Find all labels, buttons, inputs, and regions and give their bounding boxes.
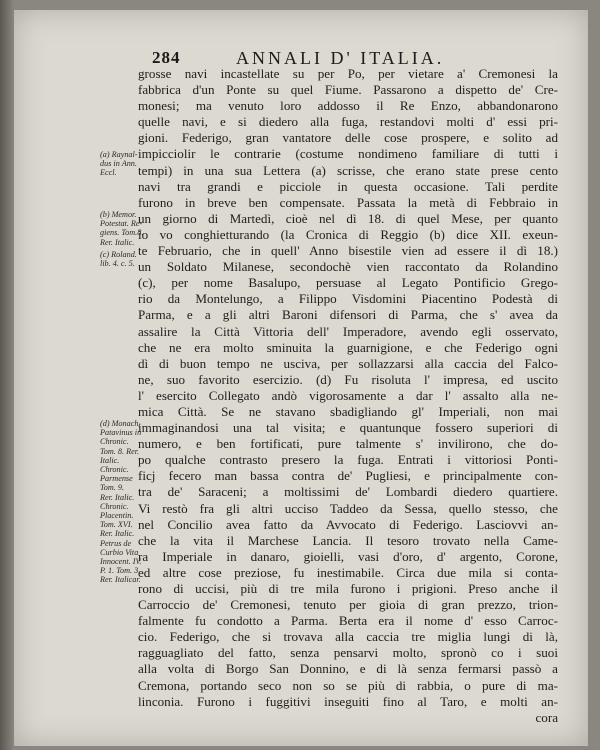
text-line: monesi; ma venuto loro addosso il Re Enzo, abbandonarono <box>138 98 558 114</box>
margin-note-line: Petrus de <box>100 538 132 548</box>
text-line: Carroccio de' Cremonesi, tenuto per gioia di gran prezzo, trion- <box>138 597 558 613</box>
margin-note-line: giens. Tom.8. <box>100 228 144 238</box>
text-line: dì di buon tempo ne usciva, per sollazzarsi alla caccia del Falco- <box>138 355 558 371</box>
margin-note-line: dus in Ann. <box>100 159 137 169</box>
text-line: linconia. Furono i fuggitivi inseguiti fino al Taro, e molti an- <box>138 693 558 709</box>
text-line: nel Concilio avea fatto da Avvocato di Federigo. Lasciovvi an- <box>138 516 558 532</box>
text-line: assalire la Città Vittoria dell' Imperadore, avendo egli osservato, <box>138 323 558 339</box>
text-line: cora <box>535 709 558 725</box>
text-line: tempi) in una sua Lettera (a) scrisse, che erano state prese cento <box>138 162 558 178</box>
margin-note-line: Innocent. IV. <box>100 557 142 567</box>
running-title: ANNALI D' ITALIA. <box>236 48 445 68</box>
margin-note-line: Rer. Italic. <box>100 492 135 502</box>
text-line: rono di uccisi, più di tre mila furono i prigioni. Preso anche il <box>138 581 558 596</box>
text-line: ragguagliato del fatto, senza pensarvi molto, spronò co i suoi <box>138 645 558 661</box>
margin-note-line: (c) Roland. <box>100 250 137 259</box>
margin-note-line: Rer. Italic. <box>100 237 135 247</box>
page-number: 284 <box>152 48 181 67</box>
margin-note-line: (d) Monach. <box>100 419 141 428</box>
text-line: cio. Federigo, che si trovava alla caccia tre miglia lungi di là, <box>138 629 558 645</box>
margin-note-a <box>100 150 158 178</box>
text-line: quelle navi, e si diedero alla fuga, restandovi molti d' essi pri- <box>138 114 558 130</box>
margin-note-line: Chronic. <box>100 437 129 447</box>
text-line: un Soldato Milanese, secondochè vien raccontato da Rolandino <box>138 259 558 275</box>
margin-note-line: Tom. 8. Rer. <box>100 446 140 456</box>
text-line: falmente fu condotto a Parma. Berta era il nome d' esso Carroc- <box>138 613 558 629</box>
text-line: immaginandosi una tal visita; e quantunque fossero superiori di <box>138 420 558 436</box>
text-line: rio da Montelungo, a Filippo Visdomini Piacentino Podestà di <box>138 291 558 307</box>
margin-note-line: Eccl. <box>100 168 117 178</box>
margin-note-line: Curbio Vita <box>100 547 139 557</box>
text-line: ra Imperiale in danaro, gioielli, vasi d'oro, d' argento, Corone, <box>138 548 558 564</box>
text-line: numero, e ben fortificati, pure talmente s' invilirono, che do- <box>138 436 558 452</box>
margin-note-line: Placentin. <box>100 511 134 521</box>
text-line: Cremona, portando seco non so se più di rabbia, o pure di ma- <box>138 677 558 693</box>
book-gutter-shadow <box>0 0 14 750</box>
text-line: l' esercito Collegato andò vigorosamente a dar l' assalto alla ne- <box>138 387 558 403</box>
text-line: te Februario, che in quell' Anno bisestile vien ad essere il dì 18.) <box>138 243 558 259</box>
margin-note-line: (b) Memor. <box>100 210 137 219</box>
margin-note-line: Tom. 9. <box>100 483 125 493</box>
margin-note-line: Parmense <box>100 474 133 484</box>
text-line: fabbrica d'un Ponte su quel Fiume. Passarono a dispetto de' Cre- <box>138 82 558 98</box>
margin-note-d <box>100 419 158 585</box>
text-line: furono in breve ben compensate. Passata la metà di Febbraio in <box>138 194 558 210</box>
text-line: io vo conghietturando (la Cronica di Reggio (b) dice XII. exeun- <box>138 226 558 242</box>
text-line: (c), per nome Basalupo, persuase al Legato Pontificio Grego- <box>138 275 558 291</box>
margin-note-line: Italic. <box>100 455 120 465</box>
text-line: Parma, e a gli altri Baroni difensori di Parma, che s' avea da <box>138 307 558 323</box>
text-line: che ne era molto sminuita la guarnigione, e che Federigo ogni <box>138 339 558 355</box>
text-line: alla volta di Borgo San Donnino, e di là senza fermarsi passò a <box>138 661 558 677</box>
text-line: grosse navi incastellate su per Po, per vietare a' Cremonesi la <box>138 66 558 81</box>
margin-note-line: Potestat. Re- <box>100 219 143 229</box>
margin-note-b <box>100 210 158 247</box>
margin-note-line: Chronic. <box>100 465 129 475</box>
text-line: un giorno di Martedì, cioè nel dì 18. di quel Mese, per quanto <box>138 210 558 226</box>
text-line: tra de' Saraceni; a moltissimi de' Lombardi diedero quartiere. <box>138 484 558 500</box>
margin-note-line: Tom. XVI. <box>100 520 133 530</box>
margin-note-line: P. 1. Tom. 3. <box>100 566 141 576</box>
text-line: mica Città. Se ne stavano sbadigliando gl' Imperiali, non mai <box>138 403 558 419</box>
margin-note-line: (a) Raynal- <box>100 150 138 159</box>
margin-note-c <box>100 250 158 268</box>
text-line: po qualche contrasto presero la fuga. Entrati i vittoriosi Ponti- <box>138 452 558 468</box>
text-line: gioni. Federigo, gran vantatore delle cose prospere, e solito ad <box>138 130 558 146</box>
margin-note-line: Rer. Italicar. <box>100 575 141 585</box>
margin-note-line: Patavinus in <box>100 428 142 438</box>
text-line: impicciolir le contrarie (costume nondimeno familiare di tutti i <box>138 146 558 162</box>
text-line: ne, suo favorito esercizio. (d) Fu risoluta l' impresa, ed uscito <box>138 371 558 387</box>
margin-note-line: Rer. Italic. <box>100 529 135 539</box>
text-line: che la vita il Marchese Lancia. Il tesoro trovato nella Came- <box>138 532 558 548</box>
main-text-block <box>138 66 558 726</box>
text-line: ed altre cose preziose, fu inestimabile. Circa due mila si conta- <box>138 564 558 580</box>
text-line: navi tra grandi e picciole in questa occasione. Tali perdite <box>138 178 558 194</box>
margin-note-line: lib. 4. c. 5. <box>100 259 135 269</box>
margin-note-line: Chronic. <box>100 501 129 511</box>
text-line: ficj fecero man bassa contra de' Pugliesi, e principalmente con- <box>138 468 558 484</box>
text-line: Vi restò fra gli altri ucciso Taddeo da Sessa, quello stesso, che <box>138 500 558 516</box>
